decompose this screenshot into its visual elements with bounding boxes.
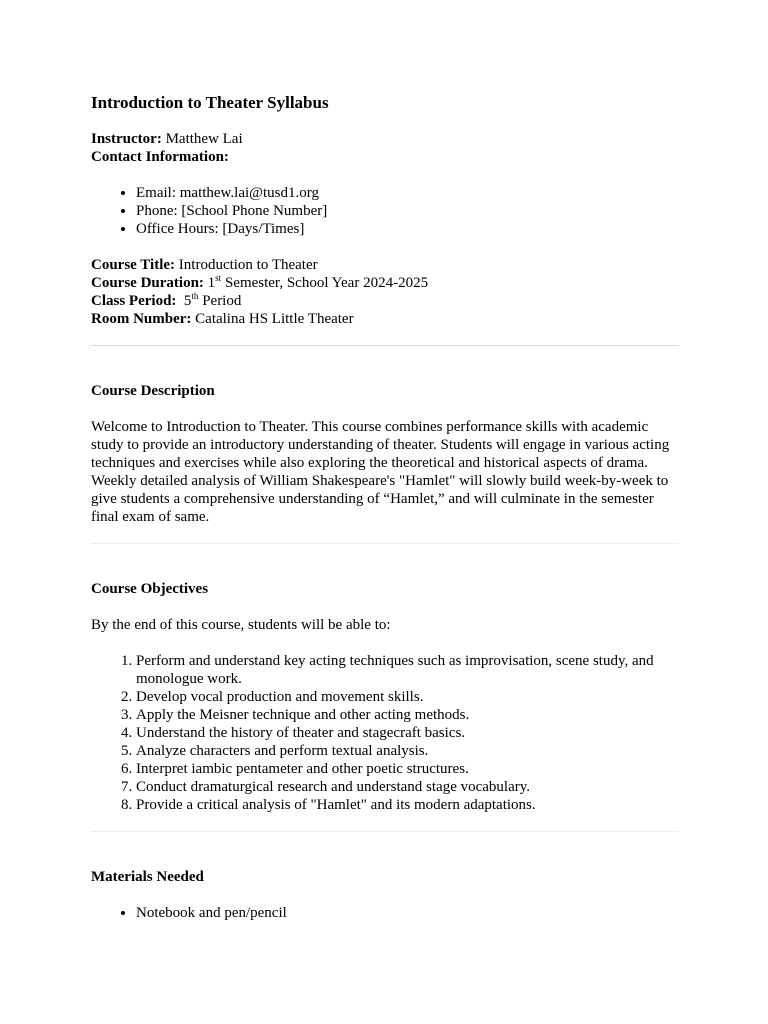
- objective-item: 6. Interpret iambic pentameter and other poetic structures.: [136, 760, 679, 778]
- course-duration-ordinal: st: [215, 273, 222, 283]
- course-description-text: Welcome to Introduction to Theater. This course combines performance skills with academic study to provide an introductory understanding of theater. Students will engage in various acting techniques and exercises while also exploring the theoretical and historical aspects of drama. Weekly detailed analysis of William Shakespeare's "Hamlet" will slowly build week-by-week to give students a comprehensive understanding of “Hamlet,” and will culminate in the semester final exam of same.: [91, 419, 670, 525]
- instructor-line: [91, 130, 679, 148]
- section-divider: [91, 831, 679, 832]
- class-period-ordinal: th: [191, 291, 199, 301]
- course-objectives-heading: Course Objectives: [91, 581, 209, 597]
- contact-office-hours-item: • Office Hours: [Days/Times]: [136, 220, 679, 238]
- course-title-line: [91, 256, 679, 274]
- course-title-value: Introduction to Theater: [178, 257, 318, 273]
- instructor-label: Instructor:: [91, 131, 162, 147]
- class-period-line: [91, 292, 679, 310]
- contact-list: [91, 184, 679, 238]
- materials-item: • Notebook and pen/pencil: [136, 904, 679, 922]
- contact-info-line: [91, 148, 679, 166]
- class-period-number: 5: [183, 293, 192, 309]
- class-period-label: Class Period:: [91, 293, 177, 309]
- page-title: Introduction to Theater Syllabus: [91, 93, 329, 112]
- objectives-list: [91, 652, 679, 814]
- section-divider: [91, 345, 679, 346]
- course-duration-line: [91, 274, 679, 292]
- materials-heading: Materials Needed: [91, 869, 204, 885]
- contact-phone-item: • Phone: [School Phone Number]: [136, 202, 679, 220]
- document-body: [91, 93, 679, 922]
- section-divider: [91, 543, 679, 544]
- contact-email-item: • Email: matthew.lai@tusd1.org: [136, 184, 679, 202]
- course-duration-value: Semester, School Year 2024-2025: [224, 275, 429, 291]
- room-number-value: Catalina HS Little Theater: [195, 311, 354, 327]
- instructor-block: [91, 130, 679, 166]
- course-info-block: [91, 256, 679, 328]
- instructor-value: Matthew Lai: [165, 131, 243, 147]
- objective-item: 1. Perform and understand key acting techniques such as improvisation, scene study, and monologue work.: [136, 652, 679, 688]
- class-period-value: Period: [202, 293, 242, 309]
- course-title-label: Course Title:: [91, 257, 176, 273]
- room-number-line: [91, 310, 679, 328]
- objective-item: 3. Apply the Meisner technique and other acting methods.: [136, 706, 679, 724]
- course-objectives-intro: By the end of this course, students will be able to:: [91, 617, 391, 633]
- materials-list: [91, 904, 679, 922]
- course-duration-number: 1: [207, 275, 216, 291]
- course-description-heading: Course Description: [91, 383, 215, 399]
- objective-item: 7. Conduct dramaturgical research and understand stage vocabulary.: [136, 778, 679, 796]
- objective-item: 5. Analyze characters and perform textual analysis.: [136, 742, 679, 760]
- objective-item: 2. Develop vocal production and movement skills.: [136, 688, 679, 706]
- course-duration-label: Course Duration:: [91, 275, 204, 291]
- room-number-label: Room Number:: [91, 311, 192, 327]
- objective-item: 8. Provide a critical analysis of "Hamlet" and its modern adaptations.: [136, 796, 679, 814]
- contact-info-label: Contact Information:: [91, 149, 229, 165]
- objective-item: 4. Understand the history of theater and stagecraft basics.: [136, 724, 679, 742]
